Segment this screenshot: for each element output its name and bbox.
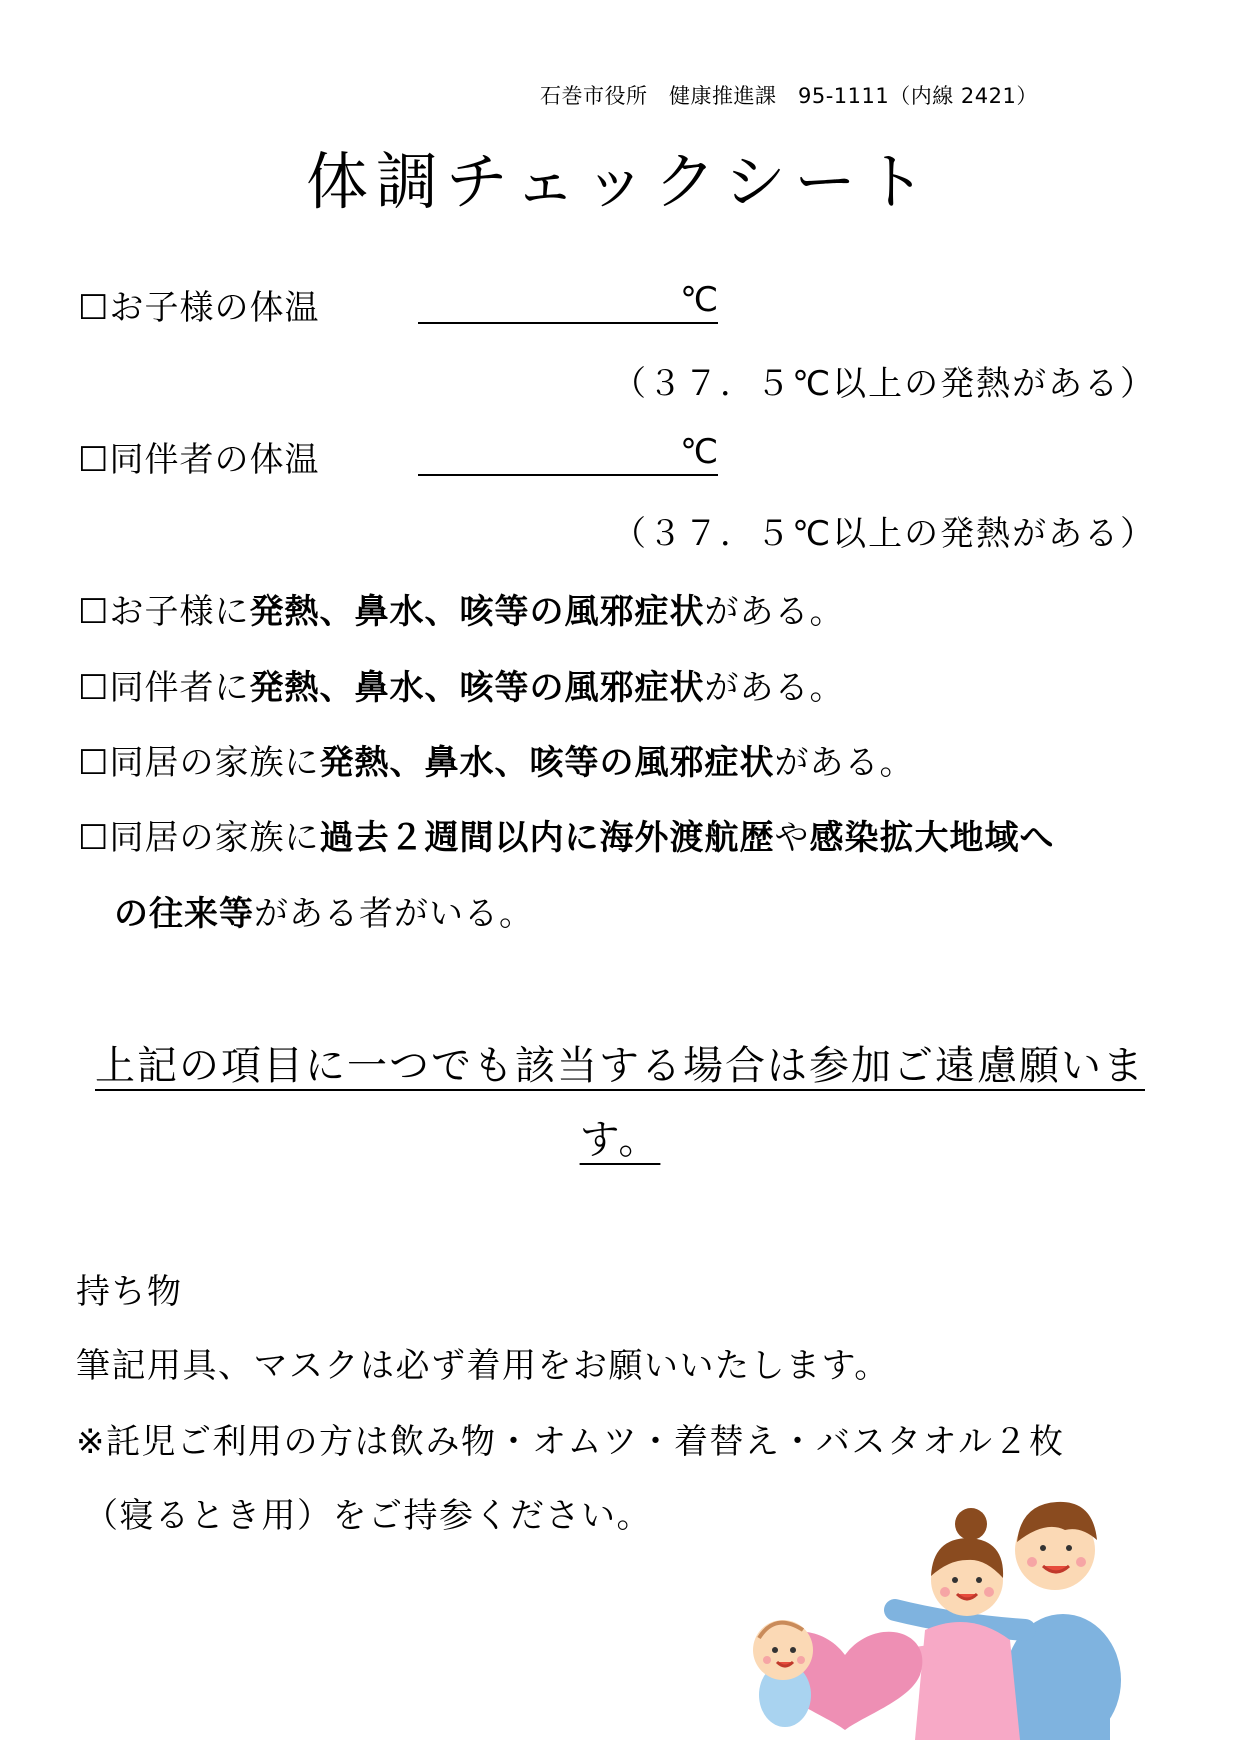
companion-temp-field[interactable] xyxy=(418,430,718,476)
child-temp-field[interactable] xyxy=(418,278,718,324)
child-temp-unit: ℃ xyxy=(680,280,719,320)
belongings-heading: 持ち物 xyxy=(76,1272,183,1312)
check-family-travel[interactable]: ☐同居の家族に過去２週間以内に海外渡航歴や感染拡大地域へ xyxy=(78,818,1055,858)
notice-line-2: す。 xyxy=(579,1117,661,1163)
child-fever-note: （３７．５℃以上の発熱がある） xyxy=(612,364,1157,404)
page-title: 体調チェックシート xyxy=(305,145,935,218)
check-companion-symptoms[interactable]: ☐同伴者に発熱、鼻水、咳等の風邪症状がある。 xyxy=(78,668,845,708)
family-illustration xyxy=(745,1480,1125,1740)
belongings-line-1: 筆記用具、マスクは必ず着用をお願いいたします。 xyxy=(76,1346,890,1386)
companion-fever-note: （３７．５℃以上の発熱がある） xyxy=(612,514,1157,554)
companion-temp-unit: ℃ xyxy=(680,432,719,472)
notice-line-1: 上記の項目に一つでも該当する場合は参加ご遠慮願いま xyxy=(95,1043,1145,1089)
check-child-symptoms[interactable]: ☐お子様に発熱、鼻水、咳等の風邪症状がある。 xyxy=(78,592,845,632)
belongings-line-2: ※託児ご利用の方は飲み物・オムツ・着替え・バスタオル２枚 xyxy=(76,1422,1065,1462)
check-family-travel-cont: の往来等がある者がいる。 xyxy=(114,894,534,934)
baby-figure xyxy=(753,1620,813,1727)
belongings-line-3: （寝るとき用）をご持参ください。 xyxy=(84,1496,652,1536)
check-family-symptoms[interactable]: ☐同居の家族に発熱、鼻水、咳等の風邪症状がある。 xyxy=(78,743,915,783)
child-temp-label: ☐お子様の体温 xyxy=(78,288,320,328)
header-contact: 石巻市役所 健康推進課 95-1111（内線 2421） xyxy=(540,84,1038,108)
companion-temp-label: ☐同伴者の体温 xyxy=(78,440,320,480)
